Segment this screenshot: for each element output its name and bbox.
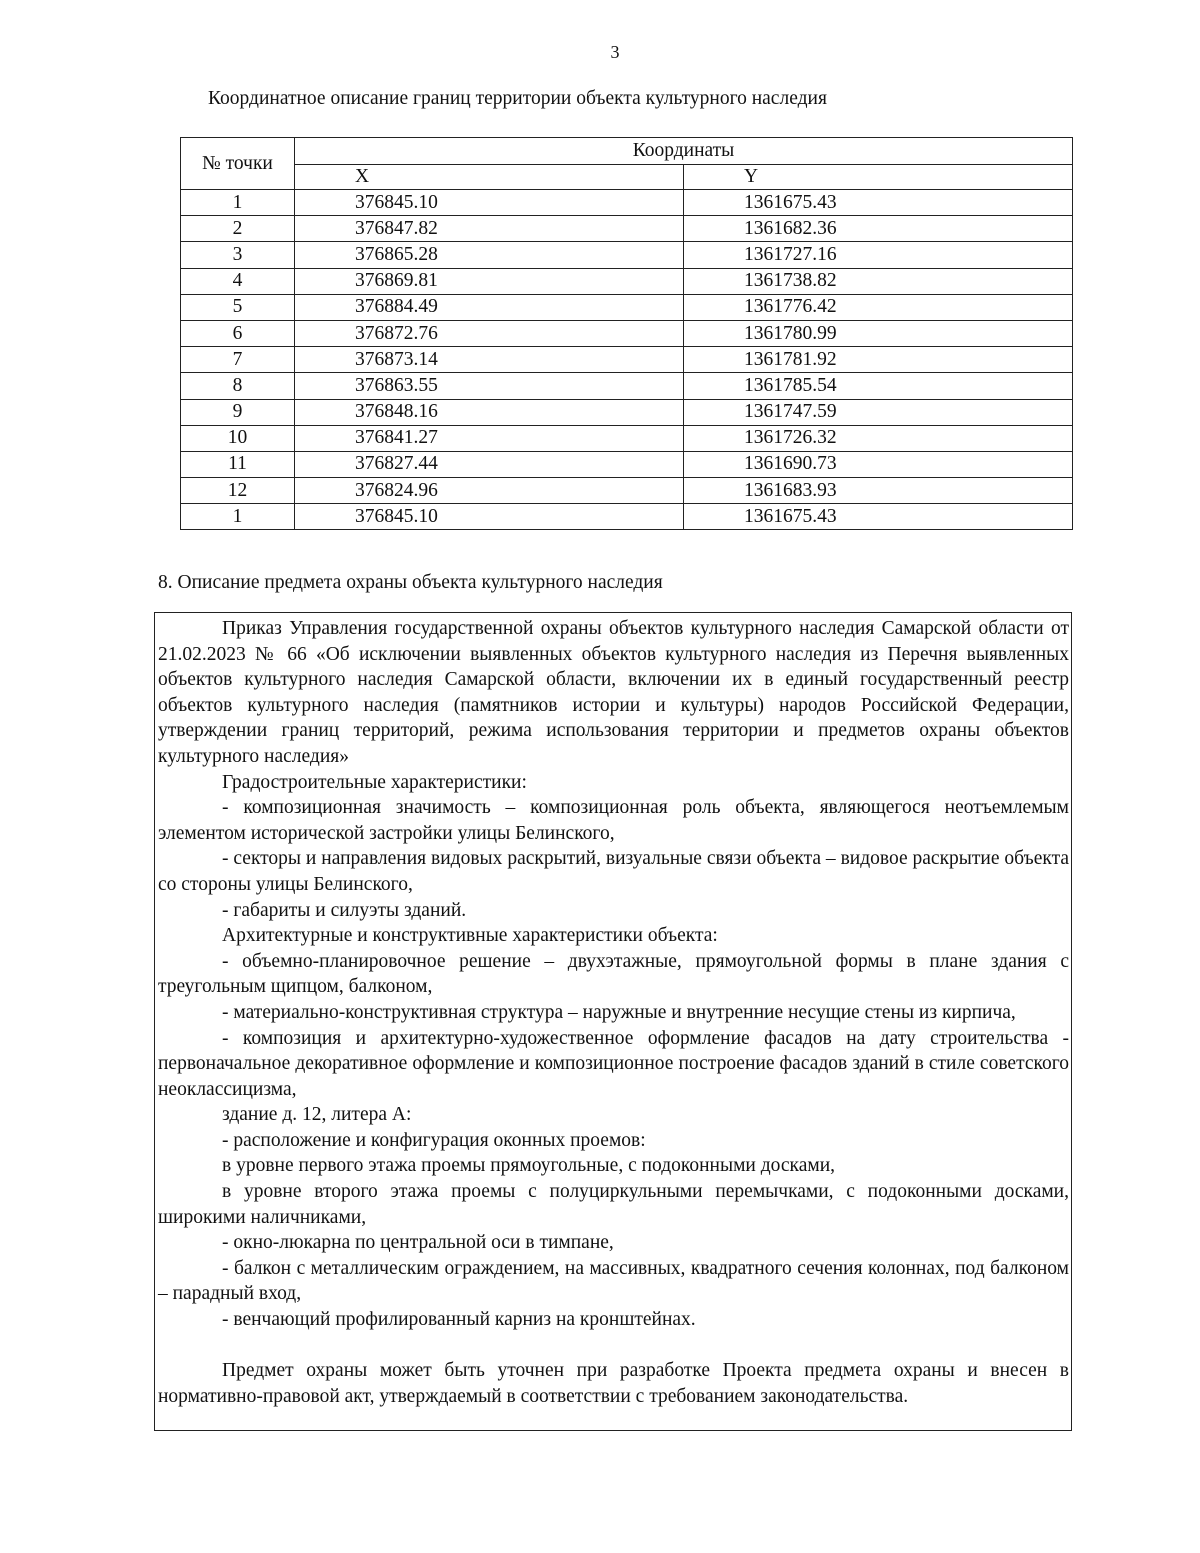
x-cell: 376865.28 <box>295 242 684 268</box>
table-row <box>181 347 1073 373</box>
point-cell: 8 <box>181 373 295 399</box>
table-row <box>181 320 1073 346</box>
coordinates-table <box>180 137 1073 530</box>
table-row <box>181 294 1073 320</box>
x-cell: 376824.96 <box>295 478 684 504</box>
table-row <box>181 478 1073 504</box>
x-cell: 376884.49 <box>295 294 684 320</box>
order-reference-paragraph: Приказ Управления государственной охраны объектов культурного наследия Самарской области от 21.02.2023 № 66 «Об исключении выявленных объектов культурного наследия из Перечня выявленных объектов культурного наследия Самарской области, включении их в единый государственный реестр объектов культурного наследия (памятников истории и культуры) народов Российской Федерации, утверждении границ территорий, режима использования территории и предметов охраны объектов культурного наследия» <box>158 618 1069 767</box>
x-cell: 376873.14 <box>295 347 684 373</box>
list-item: - материально-конструктивная структура – наружные и внутренние несущие стены из кирпича, <box>222 1001 1016 1023</box>
point-cell: 3 <box>181 242 295 268</box>
closing-note-paragraph: Предмет охраны может быть уточнен при разработке Проекта предмета охраны и внесен в нормативно-правовой акт, утверждаемый в соответствии с требованием законодательства. <box>158 1360 1069 1407</box>
point-cell: 1 <box>181 504 295 530</box>
list-item: - габариты и силуэты зданий. <box>222 899 467 921</box>
list-item: - композиционная значимость – композиционная роль объекта, являющегося неотъемлемым элементом исторической застройки улицы Белинского, <box>158 797 1069 844</box>
y-cell: 1361682.36 <box>684 216 1073 242</box>
list-item: - композиция и архитектурно-художественное оформление фасадов на дату строительства - первоначальное декоративное оформление и композиционное построение фасадов зданий в стиле советского неоклассицизма, <box>158 1027 1069 1100</box>
protection-description-box <box>154 612 1072 1431</box>
y-cell: 1361727.16 <box>684 242 1073 268</box>
list-item: в уровне второго этажа проемы с полуциркульными перемычками, с подоконными досками, широкими наличниками, <box>158 1181 1069 1228</box>
x-cell: 376841.27 <box>295 425 684 451</box>
point-cell: 4 <box>181 268 295 294</box>
x-column-header: X <box>295 165 684 190</box>
point-cell: 9 <box>181 399 295 425</box>
point-number-header: № точки <box>181 138 295 190</box>
x-cell: 376863.55 <box>295 373 684 399</box>
table-row <box>181 190 1073 216</box>
point-cell: 12 <box>181 478 295 504</box>
coordinates-header: Координаты <box>295 138 1073 165</box>
y-cell: 1361780.99 <box>684 320 1073 346</box>
x-cell: 376845.10 <box>295 190 684 216</box>
point-cell: 6 <box>181 320 295 346</box>
y-cell: 1361683.93 <box>684 478 1073 504</box>
y-cell: 1361776.42 <box>684 294 1073 320</box>
y-cell: 1361675.43 <box>684 504 1073 530</box>
list-item: в уровне первого этажа проемы прямоугольные, с подоконными досками, <box>222 1155 836 1177</box>
list-item: - окно-люкарна по центральной оси в тимпане, <box>222 1232 614 1254</box>
y-cell: 1361690.73 <box>684 451 1073 477</box>
x-cell: 376848.16 <box>295 399 684 425</box>
table-row <box>181 425 1073 451</box>
coordinates-table-title: Координатное описание границ территории объекта культурного наследия <box>208 88 827 109</box>
list-item: - расположение и конфигурация оконных проемов: <box>222 1129 646 1151</box>
table-row <box>181 242 1073 268</box>
table-row <box>181 451 1073 477</box>
y-cell: 1361726.32 <box>684 425 1073 451</box>
list-item: - объемно-планировочное решение – двухэтажные, прямоугольной формы в плане здания с треугольным щипцом, балконом, <box>158 950 1069 998</box>
point-cell: 10 <box>181 425 295 451</box>
y-cell: 1361747.59 <box>684 399 1073 425</box>
y-cell: 1361675.43 <box>684 190 1073 216</box>
list-item: - секторы и направления видовых раскрытий, визуальные связи объекта – видовое раскрытие объекта со стороны улицы Белинского, <box>158 848 1069 895</box>
architectural-characteristics-heading: Архитектурные и конструктивные характеристики объекта: <box>222 925 718 947</box>
point-cell: 1 <box>181 190 295 216</box>
building-label: здание д. 12, литера А: <box>222 1104 412 1126</box>
list-item: - венчающий профилированный карниз на кронштейнах. <box>222 1309 696 1331</box>
table-row <box>181 504 1073 530</box>
y-cell: 1361781.92 <box>684 347 1073 373</box>
point-cell: 7 <box>181 347 295 373</box>
x-cell: 376847.82 <box>295 216 684 242</box>
x-cell: 376872.76 <box>295 320 684 346</box>
y-cell: 1361738.82 <box>684 268 1073 294</box>
table-row <box>181 399 1073 425</box>
y-cell: 1361785.54 <box>684 373 1073 399</box>
x-cell: 376845.10 <box>295 504 684 530</box>
table-row <box>181 268 1073 294</box>
protection-section-heading: 8. Описание предмета охраны объекта культурного наследия <box>158 572 663 593</box>
point-cell: 2 <box>181 216 295 242</box>
table-row <box>181 373 1073 399</box>
point-cell: 5 <box>181 294 295 320</box>
list-item: - балкон с металлическим ограждением, на массивных, квадратного сечения колоннах, под балконом – парадный вход, <box>158 1257 1069 1305</box>
point-cell: 11 <box>181 451 295 477</box>
x-cell: 376869.81 <box>295 268 684 294</box>
table-row <box>181 216 1073 242</box>
y-column-header: Y <box>684 165 1073 190</box>
page-number: 3 <box>610 42 620 62</box>
urban-characteristics-heading: Градостроительные характеристики: <box>222 771 527 793</box>
x-cell: 376827.44 <box>295 451 684 477</box>
